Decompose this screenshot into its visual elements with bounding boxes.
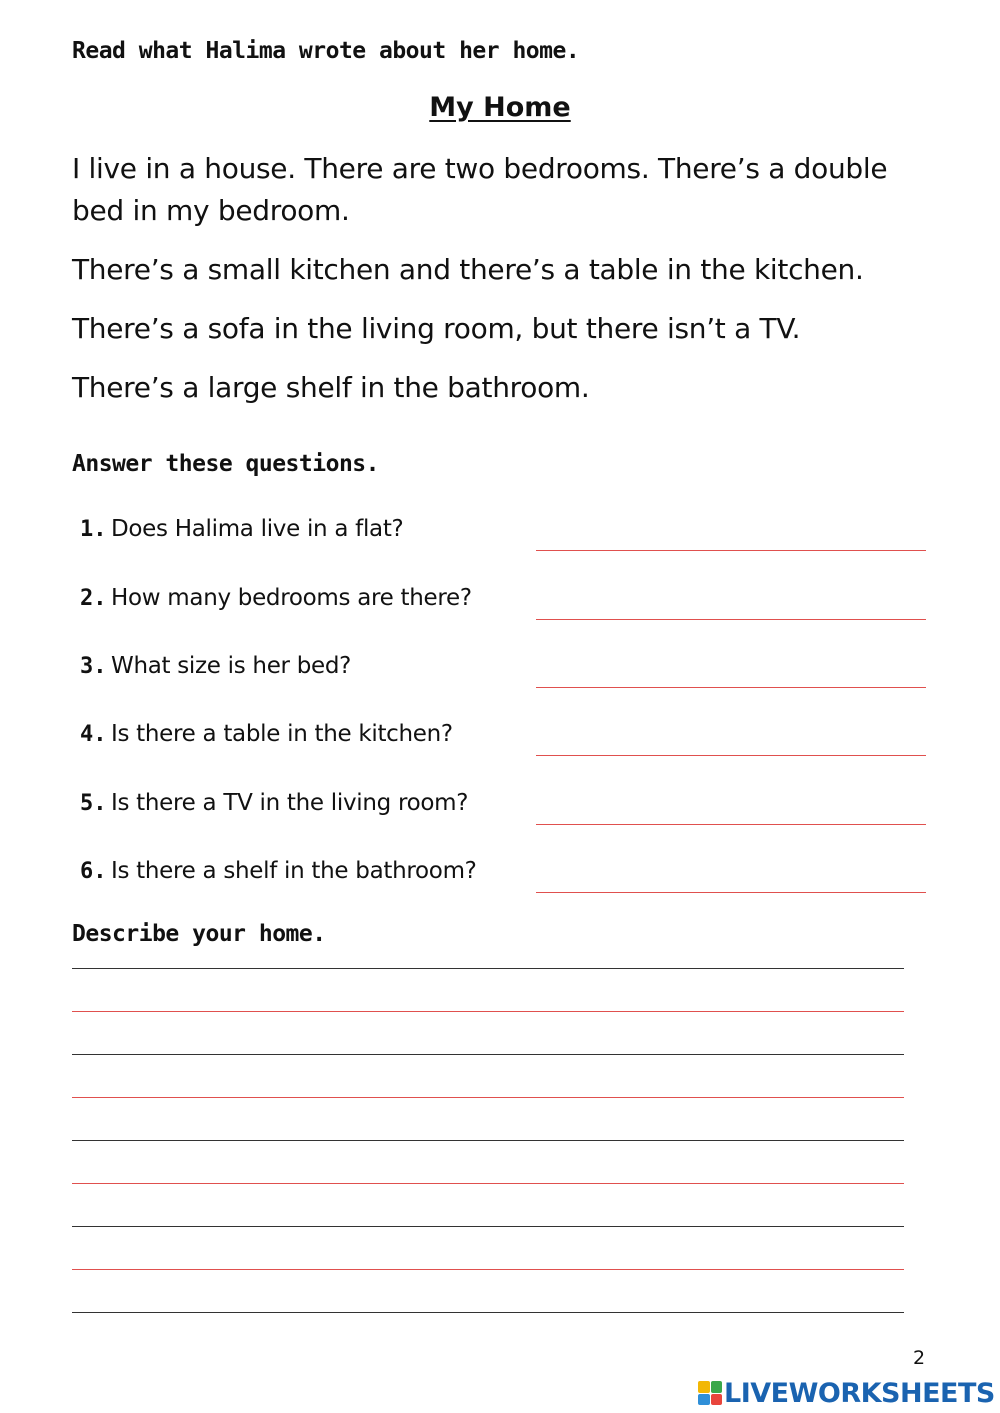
question-row-6 [80, 855, 930, 895]
writing-line[interactable] [72, 1183, 904, 1184]
paragraph-3: There’s a sofa in the living room, but there isn’t a TV. [72, 312, 801, 345]
paragraph-2: There’s a small kitchen and there’s a table in the kitchen. [72, 253, 864, 286]
answer-field-5[interactable] [536, 824, 926, 825]
writing-line[interactable] [72, 1011, 904, 1012]
liveworksheets-brand [698, 1377, 995, 1409]
question-text: How many bedrooms are there? [111, 585, 472, 611]
page-title: My Home [429, 92, 571, 123]
answer-instruction: Answer these questions. [72, 451, 379, 477]
writing-line[interactable] [72, 1226, 904, 1227]
question-text: Is there a TV in the living room? [111, 790, 469, 816]
writing-line[interactable] [72, 1097, 904, 1098]
question-number: 1. [80, 517, 107, 542]
answer-field-6[interactable] [536, 892, 926, 893]
question-row-3 [80, 650, 930, 690]
liveworksheets-logo-icon [698, 1381, 722, 1405]
paragraph-1: I live in a house. There are two bedrooms. There’s a double bed in my bedroom. [72, 152, 888, 227]
writing-line[interactable] [72, 1269, 904, 1270]
read-instruction: Read what Halima wrote about her home. [72, 38, 580, 64]
question-text: Is there a table in the kitchen? [111, 721, 453, 747]
question-number: 5. [80, 791, 107, 816]
question-number: 2. [80, 586, 107, 611]
question-row-2 [80, 582, 930, 622]
answer-field-3[interactable] [536, 687, 926, 688]
question-row-4 [80, 718, 930, 758]
writing-line[interactable] [72, 968, 904, 969]
question-number: 3. [80, 654, 107, 679]
page-number: 2 [913, 1347, 926, 1369]
writing-line[interactable] [72, 1140, 904, 1141]
answer-field-4[interactable] [536, 755, 926, 756]
question-number: 4. [80, 722, 107, 747]
describe-instruction: Describe your home. [72, 921, 326, 947]
paragraph-4: There’s a large shelf in the bathroom. [72, 371, 590, 404]
question-text: What size is her bed? [111, 653, 352, 679]
question-row-5 [80, 787, 930, 827]
answer-field-1[interactable] [536, 550, 926, 551]
question-text: Does Halima live in a flat? [111, 516, 404, 542]
brand-name: LIVEWORKSHEETS [724, 1377, 995, 1409]
writing-line[interactable] [72, 1054, 904, 1055]
question-row-1 [80, 513, 930, 553]
answer-field-2[interactable] [536, 619, 926, 620]
writing-line[interactable] [72, 1312, 904, 1313]
question-text: Is there a shelf in the bathroom? [111, 858, 477, 884]
question-number: 6. [80, 859, 107, 884]
